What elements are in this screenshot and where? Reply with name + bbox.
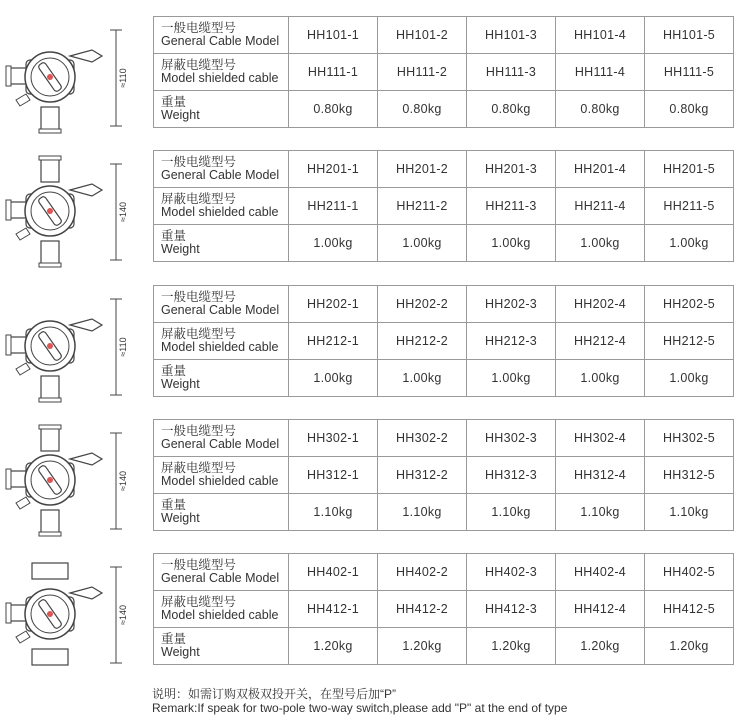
row-label-weight	[154, 360, 289, 397]
row-label-cn: 屏蔽电缆型号	[161, 192, 237, 206]
model-cell: HH302-1	[289, 420, 378, 457]
weight-cell: 1.00kg	[467, 360, 556, 397]
row-label-en: Model shielded cable	[161, 340, 279, 354]
model-cell: HH302-3	[467, 420, 556, 457]
row-label-shielded	[154, 323, 289, 360]
spec-table	[153, 419, 734, 531]
product-drawing	[0, 419, 150, 544]
row-label-en: General Cable Model	[161, 437, 280, 451]
model-cell: HH302-5	[645, 420, 734, 457]
table-row	[154, 323, 734, 360]
row-label-cn: 一般电缆型号	[161, 155, 237, 169]
weight-cell: 1.20kg	[378, 628, 467, 665]
row-label-cn: 重量	[161, 364, 187, 378]
model-cell: HH202-2	[378, 286, 467, 323]
dimension-label: ≈140	[118, 202, 128, 222]
model-cell: HH101-2	[378, 17, 467, 54]
model-cell: HH211-2	[378, 188, 467, 225]
row-label-shielded	[154, 188, 289, 225]
switch-box-drawing	[0, 419, 150, 544]
spec-table	[153, 553, 734, 665]
row-label-cn: 屏蔽电缆型号	[161, 595, 237, 609]
weight-cell: 1.20kg	[556, 628, 645, 665]
switch-box-drawing	[0, 16, 150, 141]
row-label-general	[154, 151, 289, 188]
model-cell: HH202-4	[556, 286, 645, 323]
table-row	[154, 628, 734, 665]
row-label-en: General Cable Model	[161, 571, 280, 585]
model-cell: HH302-4	[556, 420, 645, 457]
weight-cell: 1.00kg	[645, 360, 734, 397]
spec-table	[153, 16, 734, 128]
weight-cell: 1.00kg	[378, 225, 467, 262]
model-cell: HH402-1	[289, 554, 378, 591]
model-cell: HH201-3	[467, 151, 556, 188]
row-label-shielded	[154, 591, 289, 628]
model-cell: HH101-5	[645, 17, 734, 54]
table-row	[154, 91, 734, 128]
model-cell: HH412-2	[378, 591, 467, 628]
remark-en: Remark:If speak for two-pole two-way switch,please add "P" at the end of type	[152, 701, 568, 715]
model-cell: HH111-5	[645, 54, 734, 91]
row-label-cn: 重量	[161, 229, 187, 243]
table-row	[154, 360, 734, 397]
row-label-en: Model shielded cable	[161, 608, 279, 622]
row-label-en: Model shielded cable	[161, 71, 279, 85]
model-cell: HH312-3	[467, 457, 556, 494]
weight-cell: 0.80kg	[289, 91, 378, 128]
table-row	[154, 151, 734, 188]
weight-cell: 0.80kg	[556, 91, 645, 128]
table-row	[154, 420, 734, 457]
weight-cell: 1.00kg	[378, 360, 467, 397]
row-label-cn: 重量	[161, 632, 187, 646]
row-label-en: Model shielded cable	[161, 474, 279, 488]
table-row	[154, 591, 734, 628]
model-cell: HH312-2	[378, 457, 467, 494]
model-cell: HH402-2	[378, 554, 467, 591]
model-cell: HH402-5	[645, 554, 734, 591]
row-label-shielded	[154, 457, 289, 494]
table-row	[154, 286, 734, 323]
product-drawing	[0, 553, 150, 678]
product-drawing	[0, 285, 150, 410]
row-label-en: Weight	[161, 242, 200, 256]
model-cell: HH202-3	[467, 286, 556, 323]
row-label-general	[154, 554, 289, 591]
row-label-cn: 重量	[161, 498, 187, 512]
model-cell: HH211-4	[556, 188, 645, 225]
model-cell: HH101-3	[467, 17, 556, 54]
model-cell: HH201-4	[556, 151, 645, 188]
model-cell: HH211-5	[645, 188, 734, 225]
weight-cell: 1.00kg	[289, 360, 378, 397]
table-row	[154, 554, 734, 591]
row-label-en: General Cable Model	[161, 34, 280, 48]
switch-box-drawing	[0, 553, 150, 678]
model-cell: HH201-2	[378, 151, 467, 188]
row-label-en: Weight	[161, 108, 200, 122]
row-label-shielded	[154, 54, 289, 91]
row-label-cn: 重量	[161, 95, 187, 109]
model-cell: HH312-4	[556, 457, 645, 494]
model-cell: HH412-3	[467, 591, 556, 628]
model-cell: HH201-5	[645, 151, 734, 188]
row-label-en: General Cable Model	[161, 168, 280, 182]
model-cell: HH212-2	[378, 323, 467, 360]
weight-cell: 1.10kg	[556, 494, 645, 531]
model-cell: HH101-4	[556, 17, 645, 54]
dimension-label: ≈110	[118, 68, 128, 88]
weight-cell: 0.80kg	[645, 91, 734, 128]
table-row	[154, 54, 734, 91]
model-cell: HH111-2	[378, 54, 467, 91]
row-label-en: Weight	[161, 511, 200, 525]
model-cell: HH412-1	[289, 591, 378, 628]
model-cell: HH302-2	[378, 420, 467, 457]
spec-table	[153, 285, 734, 397]
model-cell: HH412-5	[645, 591, 734, 628]
row-label-en: Weight	[161, 645, 200, 659]
model-cell: HH212-5	[645, 323, 734, 360]
model-cell: HH312-1	[289, 457, 378, 494]
row-label-general	[154, 17, 289, 54]
weight-cell: 1.20kg	[289, 628, 378, 665]
model-cell: HH211-1	[289, 188, 378, 225]
row-label-en: Model shielded cable	[161, 205, 279, 219]
weight-cell: 0.80kg	[378, 91, 467, 128]
row-label-general	[154, 420, 289, 457]
model-cell: HH211-3	[467, 188, 556, 225]
dimension-label: ≈140	[118, 605, 128, 625]
weight-cell: 1.10kg	[378, 494, 467, 531]
model-cell: HH212-3	[467, 323, 556, 360]
table-row	[154, 457, 734, 494]
weight-cell: 1.00kg	[467, 225, 556, 262]
row-label-en: General Cable Model	[161, 303, 280, 317]
weight-cell: 1.00kg	[556, 360, 645, 397]
row-label-cn: 屏蔽电缆型号	[161, 461, 237, 475]
weight-cell: 1.10kg	[645, 494, 734, 531]
row-label-cn: 一般电缆型号	[161, 424, 237, 438]
model-cell: HH111-4	[556, 54, 645, 91]
row-label-general	[154, 286, 289, 323]
model-cell: HH402-4	[556, 554, 645, 591]
spec-table	[153, 150, 734, 262]
weight-cell: 0.80kg	[467, 91, 556, 128]
model-cell: HH111-1	[289, 54, 378, 91]
switch-box-drawing	[0, 150, 150, 275]
model-cell: HH101-1	[289, 17, 378, 54]
row-label-cn: 一般电缆型号	[161, 558, 237, 572]
model-cell: HH201-1	[289, 151, 378, 188]
model-cell: HH312-5	[645, 457, 734, 494]
model-cell: HH202-5	[645, 286, 734, 323]
product-drawing	[0, 16, 150, 141]
model-cell: HH212-1	[289, 323, 378, 360]
model-cell: HH212-4	[556, 323, 645, 360]
model-cell: HH412-4	[556, 591, 645, 628]
weight-cell: 1.20kg	[467, 628, 556, 665]
table-row	[154, 225, 734, 262]
row-label-cn: 屏蔽电缆型号	[161, 58, 237, 72]
weight-cell: 1.10kg	[467, 494, 556, 531]
product-drawing	[0, 150, 150, 275]
weight-cell: 1.00kg	[556, 225, 645, 262]
row-label-weight	[154, 91, 289, 128]
switch-box-drawing	[0, 285, 150, 410]
weight-cell: 1.10kg	[289, 494, 378, 531]
model-cell: HH202-1	[289, 286, 378, 323]
dimension-label: ≈140	[118, 471, 128, 491]
table-row	[154, 494, 734, 531]
weight-cell: 1.20kg	[645, 628, 734, 665]
table-row	[154, 188, 734, 225]
row-label-cn: 屏蔽电缆型号	[161, 327, 237, 341]
remark-cn: 说明：如需订购双极双投开关，在型号后加“P”	[152, 687, 396, 701]
table-row	[154, 17, 734, 54]
weight-cell: 1.00kg	[289, 225, 378, 262]
model-cell: HH111-3	[467, 54, 556, 91]
row-label-weight	[154, 628, 289, 665]
dimension-label: ≈110	[118, 337, 128, 357]
weight-cell: 1.00kg	[645, 225, 734, 262]
row-label-cn: 一般电缆型号	[161, 290, 237, 304]
row-label-en: Weight	[161, 377, 200, 391]
model-cell: HH402-3	[467, 554, 556, 591]
row-label-weight	[154, 225, 289, 262]
row-label-cn: 一般电缆型号	[161, 21, 237, 35]
row-label-weight	[154, 494, 289, 531]
